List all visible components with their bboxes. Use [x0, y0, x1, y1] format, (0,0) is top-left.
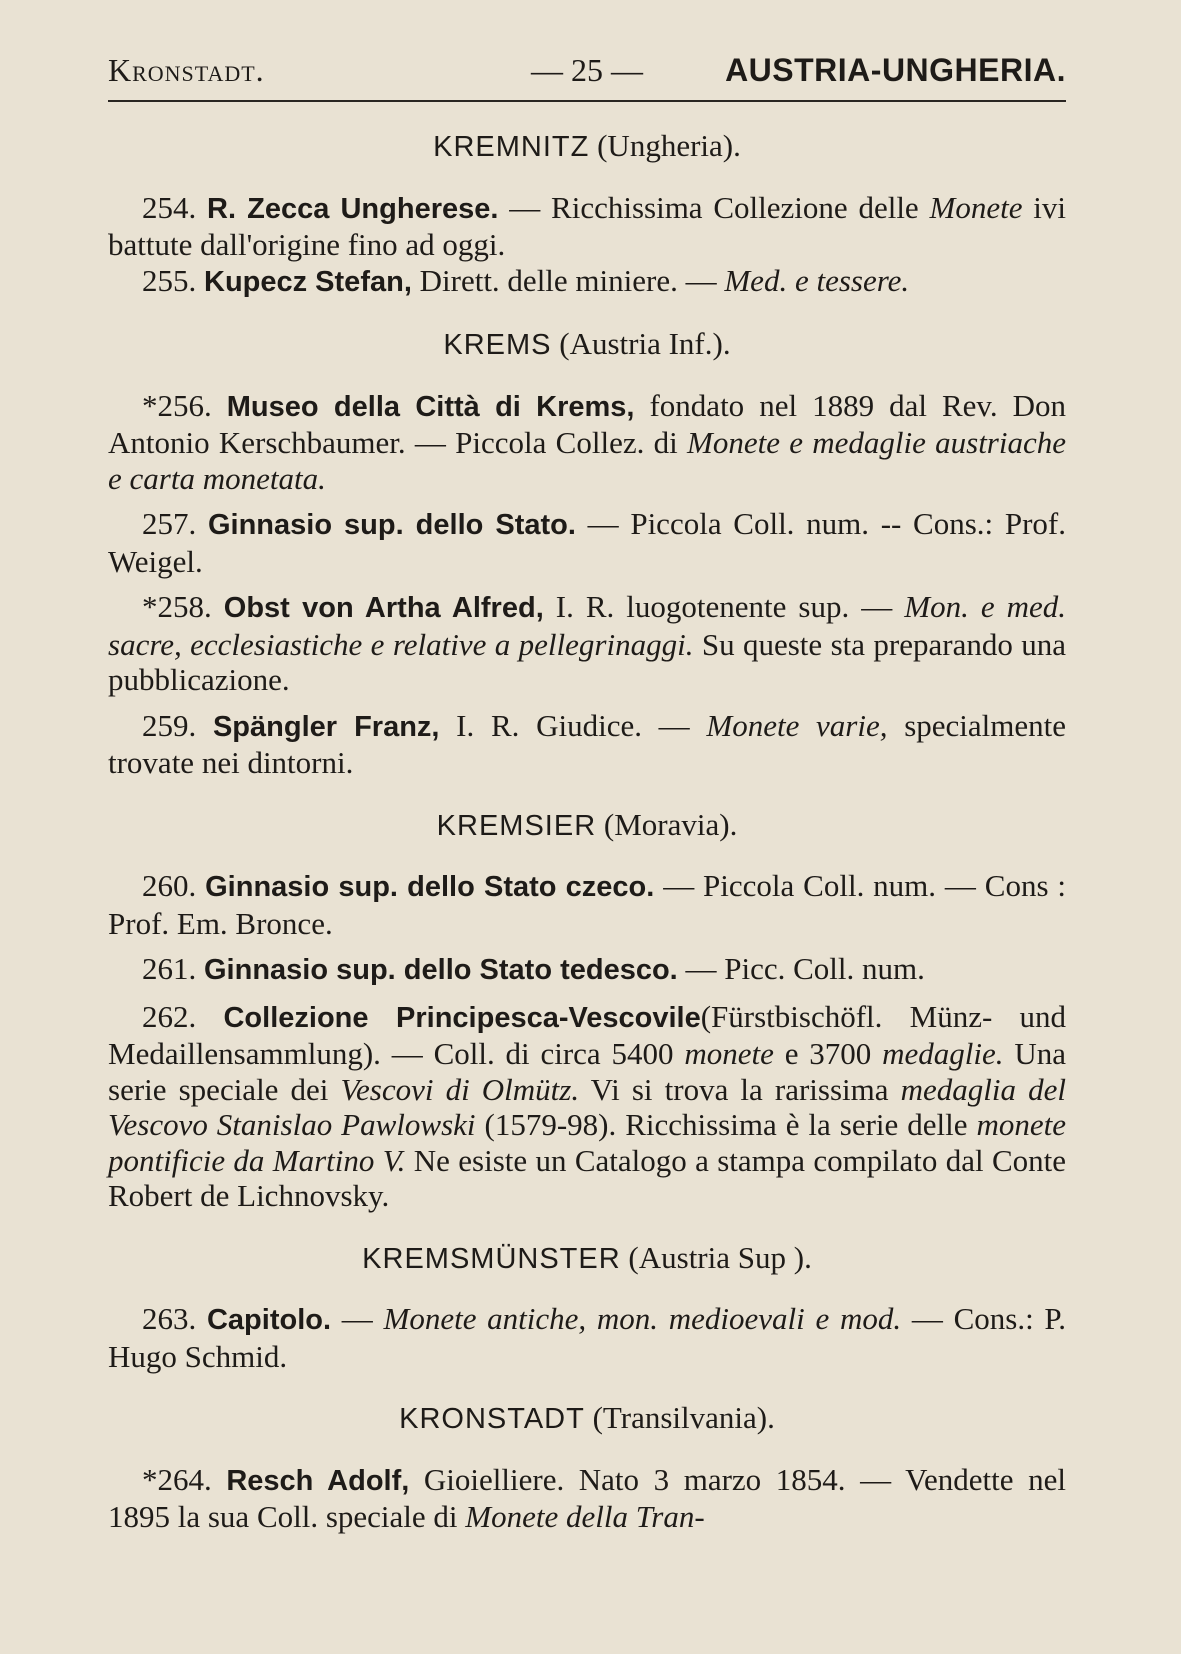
entry-number: *256.	[142, 387, 212, 423]
header-rule	[108, 100, 1066, 102]
entry-italic: Monete e medaglie austriache e carta monetata.	[108, 425, 1066, 496]
city-name: KREMSMÜNSTER	[362, 1242, 621, 1275]
entry-name: Collezione Principesca-Vescovile	[223, 1001, 701, 1034]
region-name: (Austria Sup ).	[628, 1239, 812, 1275]
entry-259	[108, 708, 1066, 781]
running-head	[108, 48, 1066, 92]
entry-text: Vi si trova la rarissima	[579, 1071, 901, 1107]
running-head-left: Kronstadt.	[108, 52, 265, 88]
entry-italic: Monete varie,	[706, 707, 888, 743]
section-heading-kronstadt	[108, 1400, 1066, 1438]
entry-261	[108, 951, 1066, 989]
entry-italic: Vescovi di Olmütz.	[340, 1071, 580, 1107]
entry-name: Ginnasio sup. dello Stato tedesco.	[204, 954, 678, 986]
page-number: — 25 —	[531, 52, 643, 88]
entry-text: specialmente trovate nei dintorni.	[108, 707, 1067, 780]
entry-italic: Med. e tessere.	[724, 262, 910, 298]
entry-263	[108, 1301, 1066, 1374]
entry-258	[108, 589, 1066, 698]
running-head-right: AUSTRIA-UNGHERIA.	[725, 52, 1066, 88]
region-name: (Ungheria).	[597, 128, 741, 163]
entry-name: Museo della Città di Krems,	[226, 390, 635, 423]
entry-name: Ginnasio sup. dello Stato.	[207, 509, 576, 541]
entry-260	[108, 868, 1066, 941]
city-name: KREMNITZ	[433, 131, 590, 163]
city-name: KRONSTADT	[399, 1403, 585, 1435]
entry-text: —	[331, 1301, 384, 1336]
entry-name: Spängler Franz,	[212, 710, 440, 743]
entry-number: 254.	[142, 189, 197, 225]
entry-italic: medaglie.	[882, 1036, 1004, 1071]
entry-text: (1579-98). Ricchissima è la serie delle	[475, 1107, 977, 1142]
entry-number: 260.	[142, 868, 197, 903]
city-name: KREMSIER	[436, 809, 597, 842]
entry-italic: Monete	[929, 189, 1023, 225]
entry-text: — Cons.: P. Hugo Schmid.	[108, 1301, 1066, 1374]
entry-name: Kupecz Stefan,	[204, 265, 412, 298]
entry-text: — Piccola Coll. num. — Cons : Prof. Em. Bronce.	[108, 868, 1066, 941]
entry-italic: Monete antiche, mon. medioevali e mod.	[383, 1301, 902, 1336]
entry-name: R. Zecca Ungherese.	[207, 192, 499, 225]
entry-italic: monete	[684, 1036, 774, 1071]
entry-262	[108, 999, 1066, 1214]
entry-254	[108, 190, 1066, 263]
entry-text: Ne esiste un Catalogo a stampa compilato dal Conte Robert de Lichnovsky.	[108, 1142, 1066, 1213]
entry-name: Obst von Artha Alfred,	[223, 592, 544, 624]
entry-number: 261.	[142, 951, 197, 986]
entry-text: (Fürstbischöfl. Münz- und Medaillensammlung). — Coll. di circa 5400	[108, 998, 1066, 1071]
entry-text: Una serie speciale dei	[108, 1036, 1066, 1107]
entry-255	[108, 263, 1066, 301]
entry-number: 257.	[142, 506, 197, 541]
entry-italic: medaglia del Vescovo Stanislao Pawlowski	[108, 1071, 1066, 1142]
entry-number: 263.	[142, 1301, 197, 1336]
region-name: (Moravia).	[603, 806, 738, 842]
entry-name: Capitolo.	[206, 1304, 332, 1336]
entry-text: e 3700	[773, 1036, 883, 1071]
entry-text: I. R. luogotenente sup. —	[543, 589, 905, 624]
entry-264	[108, 1462, 1066, 1535]
entry-text: I. R. Giudice. —	[439, 707, 707, 743]
entry-number: 255.	[142, 262, 197, 298]
entry-number: *258.	[142, 589, 212, 624]
section-heading-krems	[108, 326, 1066, 364]
entry-text: Gioielliere. Nato 3 marzo 1854. — Vendette nel 1895 la sua Coll. speciale di	[108, 1461, 1066, 1534]
entry-number: *264.	[142, 1461, 212, 1497]
section-heading-kremnitz	[108, 128, 1066, 166]
entry-number: 262.	[142, 998, 197, 1034]
entry-text: — Picc. Coll. num.	[677, 951, 925, 986]
page-body	[108, 128, 1066, 1545]
entry-name: Ginnasio sup. dello Stato czeco.	[205, 871, 655, 903]
entry-italic: Monete della Tran-	[465, 1499, 705, 1534]
entry-text: ivi battute dall'origine fino ad oggi.	[108, 189, 1066, 262]
entry-256	[108, 388, 1066, 497]
entry-italic: Mon. e med. sacre, ecclesiastiche e relative a pellegrinaggi.	[108, 589, 1066, 662]
entry-number: 259.	[142, 707, 197, 743]
region-name: (Austria Inf.).	[559, 326, 731, 361]
entry-text: — Piccola Coll. num. -- Cons.: Prof. Weigel.	[108, 506, 1067, 579]
region-name: (Transilvania).	[592, 1400, 775, 1435]
city-name: KREMS	[443, 329, 552, 361]
section-heading-kremsier	[108, 807, 1066, 845]
entry-italic: monete pontificie da Martino V.	[108, 1107, 1066, 1178]
entry-text: fondato nel 1889 dal Rev. Don Antonio Kerschbaumer. — Piccola Collez. di	[108, 387, 1067, 460]
section-heading-kremsmuenster	[108, 1240, 1066, 1278]
entry-text: — Ricchissima Collezione delle	[498, 189, 930, 225]
entry-text: Dirett. delle miniere. —	[411, 262, 725, 298]
entry-name: Resch Adolf,	[226, 1464, 410, 1497]
entry-text: Su queste sta preparando una pubblicazione.	[108, 626, 1066, 697]
entry-257	[108, 506, 1066, 579]
